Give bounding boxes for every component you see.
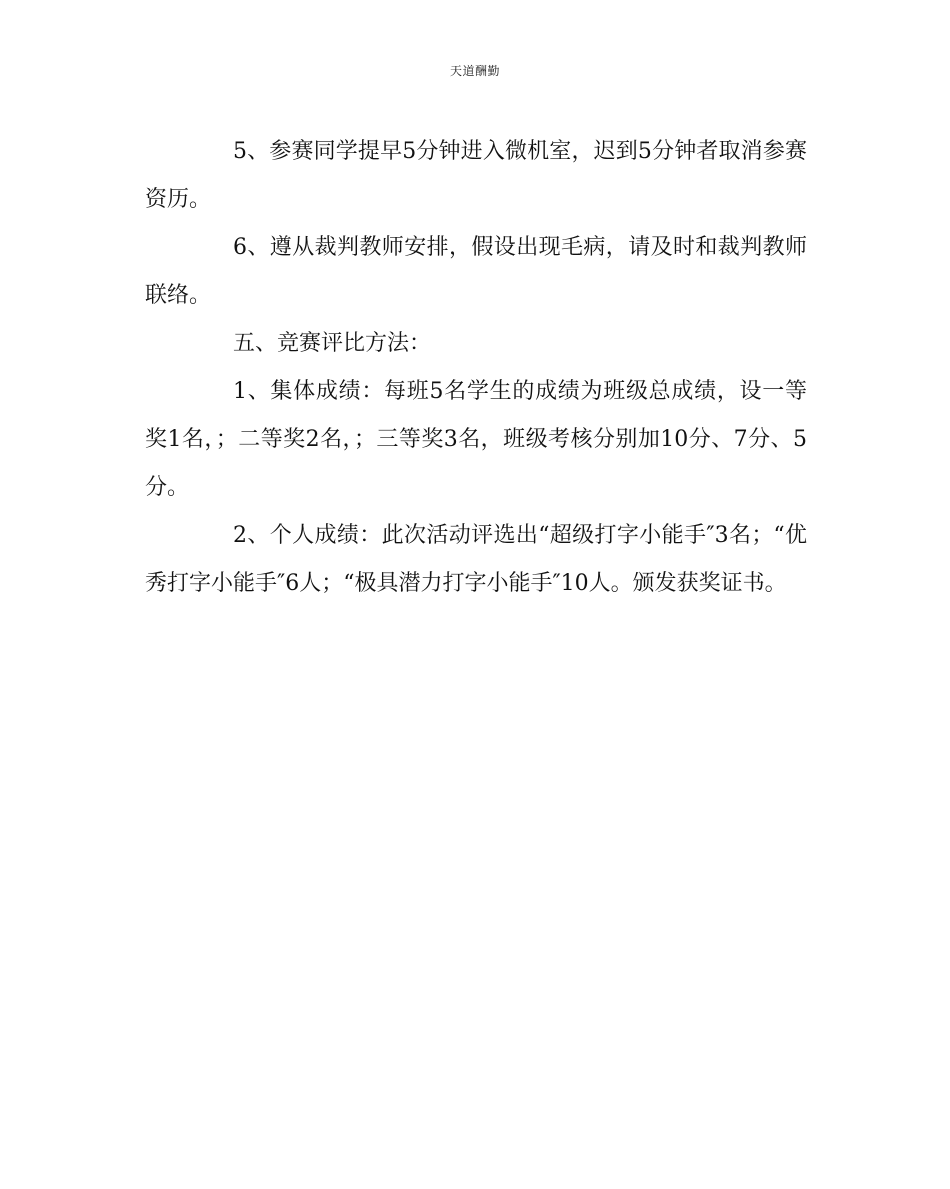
paragraph-rule-5: 5、参赛同学提早5分钟进入微机室，迟到5分钟者取消参赛资历。 (145, 139, 807, 212)
paragraph-rule-6: 6、遵从裁判教师安排，假设出现毛病，请及时和裁判教师联络。 (145, 235, 807, 308)
page-header-title: 天道酬勤 (449, 64, 500, 78)
section-heading-evaluation: 五、竞赛评比方法： (233, 331, 432, 356)
paragraph-individual-score: 2、个人成绩：此次活动评选出“超级打字小能手″3名；“优秀打字小能手″6人；“极具潜力打字小能手″10人。颁发获奖证书。 (145, 523, 807, 596)
document-body (145, 128, 807, 608)
paragraph-group-score: 1、集体成绩：每班5名学生的成绩为班级总成绩，设一等奖1名，；二等奖2名，；三等奖3名，班级考核分别加10分、7分、5分。 (145, 379, 807, 500)
